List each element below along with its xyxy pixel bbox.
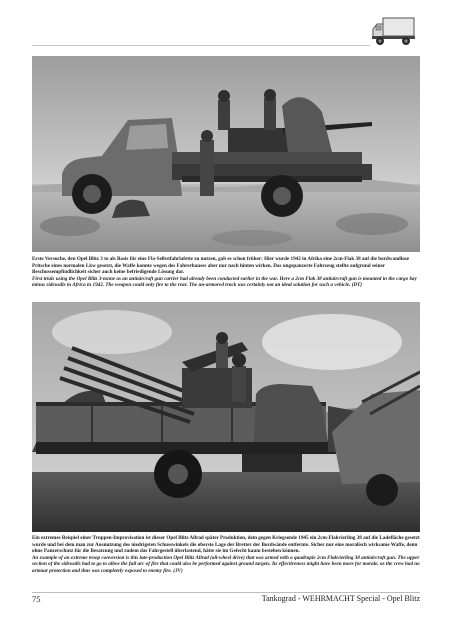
caption-top-german: Erste Versuche, den Opel Blitz 3 to als Basis für eine Fla-Selbstfahrlafette zu nutzen, gab es schon früher: Hier wurde 1942 in Afrika eine 2cm-Flak 38 auf die bordwandlose Pritsche eines normalen Lkw gesetzt, die Waffe konnte wegen des Fahrerhauses aber nur nach hinten wirken. Das ungepanzerte Fahrzeug stellte aufgrund seiner Beschussempfindlichkeit sicher auch keine befriedigende Lösung dar. bbox=[32, 256, 410, 276]
caption-bottom-english bbox=[32, 555, 420, 575]
footer-rule bbox=[32, 592, 420, 593]
photo-opel-blitz-flakvierling bbox=[32, 302, 420, 532]
photo-opel-blitz-flak38 bbox=[32, 56, 420, 252]
caption-bottom-german: Ein extremes Beispiel einer Truppen-Improvisation ist dieser Opel Blitz Allrad später Produktion, dem gegen Kriegsende 1945 ein 2cm-Flakvierling 38 auf die Ladefläche gesetzt wurde und bei dem man zur Ausnutzung des niedrigsten Schusswinkels die oberste Lage der Bretter der Bordwände entfernte. Sicher nur eine moralisch wirksame Waffe, denn ohne Panzerschutz für die Besatzung und zudem das Fahrgestell überlastend, hätte sie im Gefecht kaum bestehen können. bbox=[32, 535, 420, 555]
caption-top-english-text: First trials using the Opel Blitz 3-tonne as an antiaircraft gun carrier had already been conducted earlier in the war. Here a 2cm Flak 38 antiaircraft gun is mounted in the cargo bay minus sidewalls in Africa in 1942. The weapon could only fire to the rear. The un-armored truck was certainly not an ideal solution for such a vehicle. bbox=[32, 275, 417, 289]
caption-top-credit: (DT) bbox=[351, 282, 362, 289]
truck-icon bbox=[370, 14, 418, 48]
caption-bottom bbox=[32, 535, 420, 575]
caption-bottom-credit: (JV) bbox=[173, 567, 183, 574]
caption-bottom-english-text: An example of an extreme troop conversion is this late-production Opel Blitz Allrad (all-wheel drive) that was armed with a quadruple 2cm Flakvierling 38 antiaircraft gun. The upper section of the sidewalls had to go to allow the full arc of fire that could also be performed against ground targets. Its effectiveness might have been more for morale, as the crew had no armour protection and thus was completely exposed to enemy fire. bbox=[32, 554, 420, 574]
page-number: 75 bbox=[32, 594, 41, 604]
running-title: Tankograd - WEHRMACHT Special - Opel Blitz bbox=[261, 594, 420, 603]
caption-top bbox=[32, 256, 420, 289]
caption-top-english bbox=[32, 276, 420, 289]
header-rule bbox=[32, 45, 370, 46]
